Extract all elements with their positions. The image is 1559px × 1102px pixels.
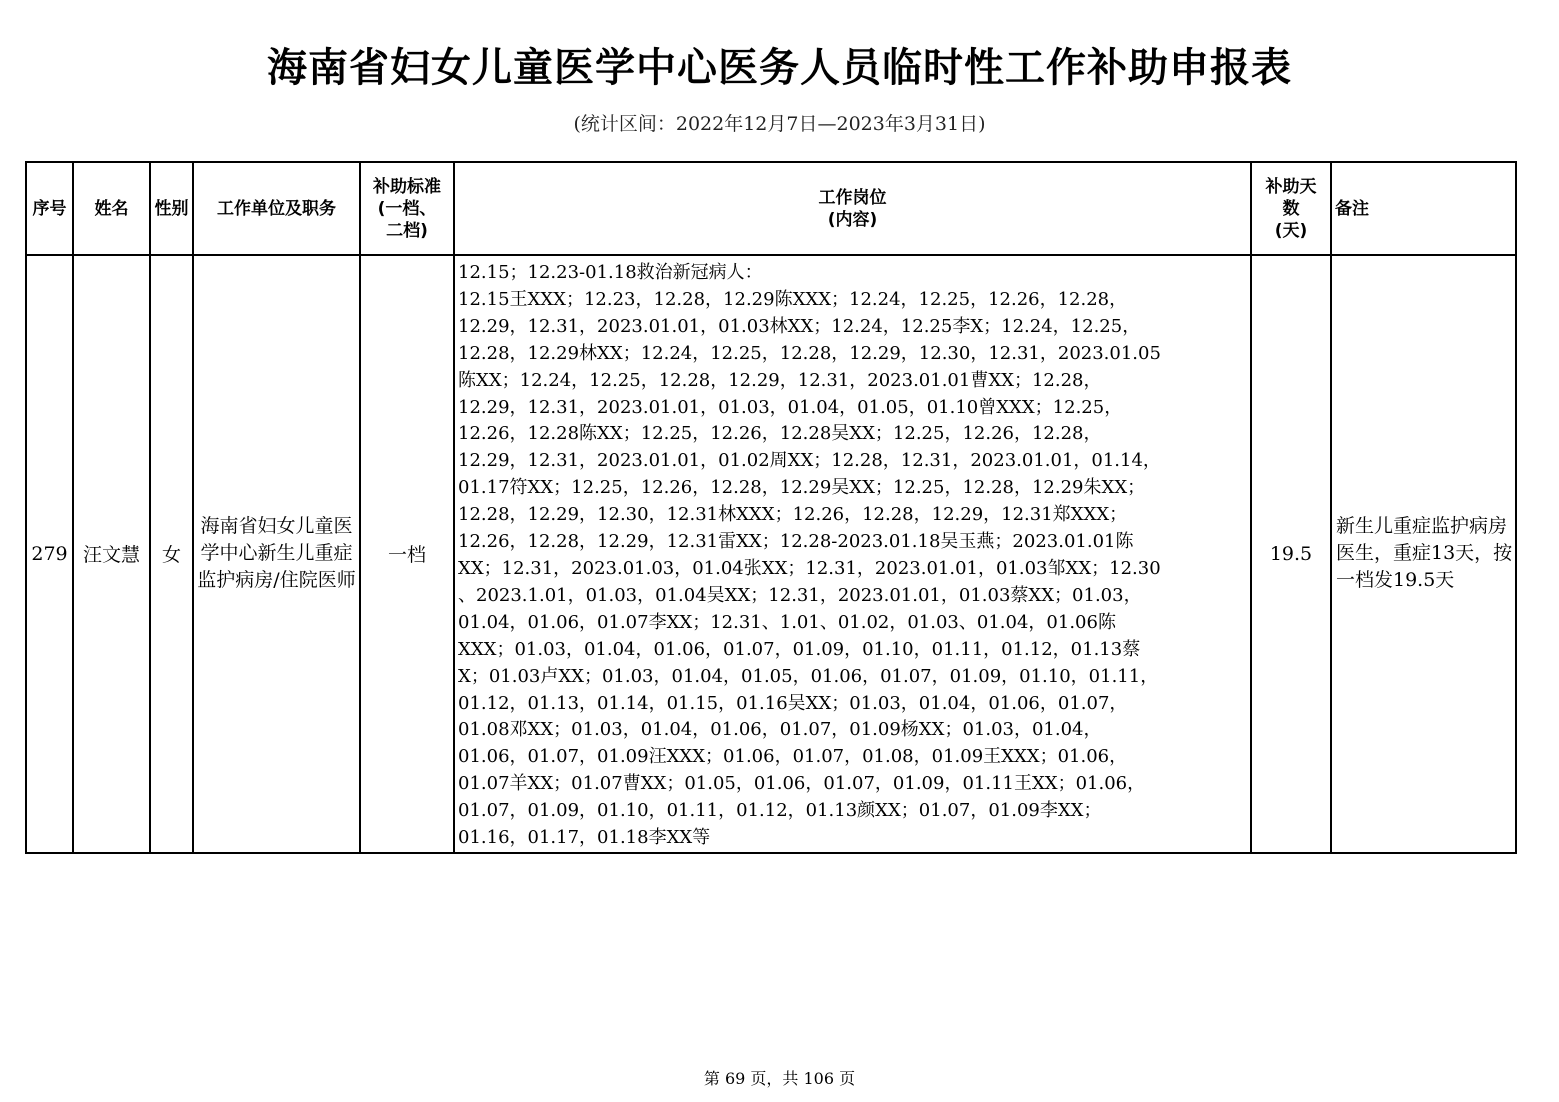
- header-name: 姓名: [73, 162, 150, 255]
- header-standard-line: (一档、: [377, 198, 437, 219]
- work-content-line: 12.15；12.23-01.18救治新冠病人：: [458, 262, 763, 283]
- table-row: [26, 255, 1516, 853]
- statistics-period: (统计区间：2022年12月7日—2023年3月31日): [573, 113, 986, 135]
- work-content-line: 12.26，12.28陈XX；12.25，12.26，12.28吴XX；12.25，12.26，12.28，: [458, 423, 1102, 445]
- work-content-line: 12.29，12.31，2023.01.01，01.03林XX；12.24，12.25李X；12.24，12.25，: [458, 315, 1141, 337]
- work-content-line: 01.06，01.07，01.09汪XXX；01.06，01.07，01.08，01.09王XXX；01.06，: [458, 746, 1128, 768]
- page-title: 海南省妇女儿童医学中心医务人员临时性工作补助申报表: [267, 45, 1292, 91]
- work-content-lines: [458, 260, 1250, 852]
- work-content-line: 01.07羊XX；01.07曹XX；01.05，01.06，01.07，01.09，01.11王XX；01.06，: [458, 773, 1146, 795]
- cell-days: 19.5: [1251, 255, 1331, 853]
- work-content-line: 12.29，12.31，2023.01.01，01.03，01.04，01.05，01.10曾XXX；12.25，: [458, 396, 1123, 418]
- header-post-line: (内容): [827, 209, 878, 230]
- cell-note: 新生儿重症监护病房医生，重症13天，按一档发19.5天: [1331, 255, 1516, 853]
- work-content-line: 12.28，12.29，12.30，12.31林XXX；12.26，12.28，12.29，12.31郑XXX；: [458, 504, 1128, 526]
- header-unit: 工作单位及职务: [193, 162, 360, 255]
- work-content-line: 01.17符XX；12.25，12.26，12.28，12.29吴XX；12.25，12.28，12.29朱XX；: [458, 477, 1146, 499]
- cell-gender: 女: [150, 255, 193, 853]
- header-post: [454, 162, 1251, 255]
- cell-name: 汪文慧: [73, 255, 150, 853]
- work-content-line: 01.04，01.06，01.07李XX；12.31、1.01、01.02，01.03、01.04，01.06陈: [458, 611, 1116, 633]
- work-content-line: 12.29，12.31，2023.01.01，01.02周XX；12.28，12.31，2023.01.01，01.14，: [458, 450, 1161, 472]
- header-gender: 性别: [150, 162, 193, 255]
- work-content-line: XX；12.31，2023.01.03，01.04张XX；12.31，2023.01.01，01.03邹XX；12.30: [458, 557, 1161, 579]
- work-content-line: 12.26，12.28，12.29，12.31雷XX；12.28-2023.01.18吴玉燕；2023.01.01陈: [458, 531, 1134, 553]
- header-days-line: (天): [1274, 220, 1308, 241]
- work-content-line: X；01.03卢XX；01.03，01.04，01.05，01.06，01.07，01.09，01.10，01.11，: [458, 665, 1159, 687]
- work-content-line: 01.08邓XX；01.03，01.04，01.06，01.07，01.09杨XX；01.03，01.04，: [458, 719, 1102, 741]
- header-post-line: 工作岗位: [818, 187, 887, 208]
- header-seq: 序号: [26, 162, 73, 255]
- subsidy-table: [25, 161, 1517, 854]
- page-footer: 第 69 页，共 106 页: [703, 1069, 856, 1088]
- header-row: [26, 162, 1516, 255]
- header-days-line: 数: [1282, 198, 1300, 219]
- cell-standard: 一档: [360, 255, 454, 853]
- work-content-line: 01.12，01.13，01.14，01.15，01.16吴XX；01.03，01.04，01.06，01.07，: [458, 692, 1128, 714]
- work-content-line: 12.15王XXX；12.23，12.28，12.29陈XXX；12.24，12.25，12.26，12.28，: [458, 288, 1128, 310]
- header-note: 备注: [1331, 162, 1516, 255]
- header-standard: [360, 162, 454, 255]
- cell-unit: 海南省妇女儿童医学中心新生儿重症监护病房/住院医师: [193, 255, 360, 853]
- work-content-line: 01.07，01.09，01.10，01.11，01.12，01.13颜XX；01.07，01.09李XX；: [458, 800, 1102, 822]
- work-content-line: 12.28，12.29林XX；12.24，12.25，12.28，12.29，12.30，12.31，2023.01.05: [458, 342, 1161, 364]
- header-days: [1251, 162, 1331, 255]
- cell-work-content: [454, 255, 1251, 853]
- work-content-line: 01.16，01.17，01.18李XX等: [458, 827, 711, 849]
- header-standard-line: 补助标准: [373, 176, 441, 197]
- work-content-line: 、2023.1.01，01.03，01.04吴XX；12.31，2023.01.01，01.03蔡XX；01.03，: [458, 584, 1142, 606]
- header-standard-line: 二档): [386, 220, 428, 241]
- work-content-line: XXX；01.03，01.04，01.06，01.07，01.09，01.10，01.11，01.12，01.13蔡: [458, 638, 1141, 660]
- cell-seq: 279: [26, 255, 73, 853]
- header-days-line: 补助天: [1265, 176, 1317, 197]
- work-content-line: 陈XX；12.24，12.25，12.28，12.29，12.31，2023.01.01曹XX；12.28，: [458, 369, 1102, 391]
